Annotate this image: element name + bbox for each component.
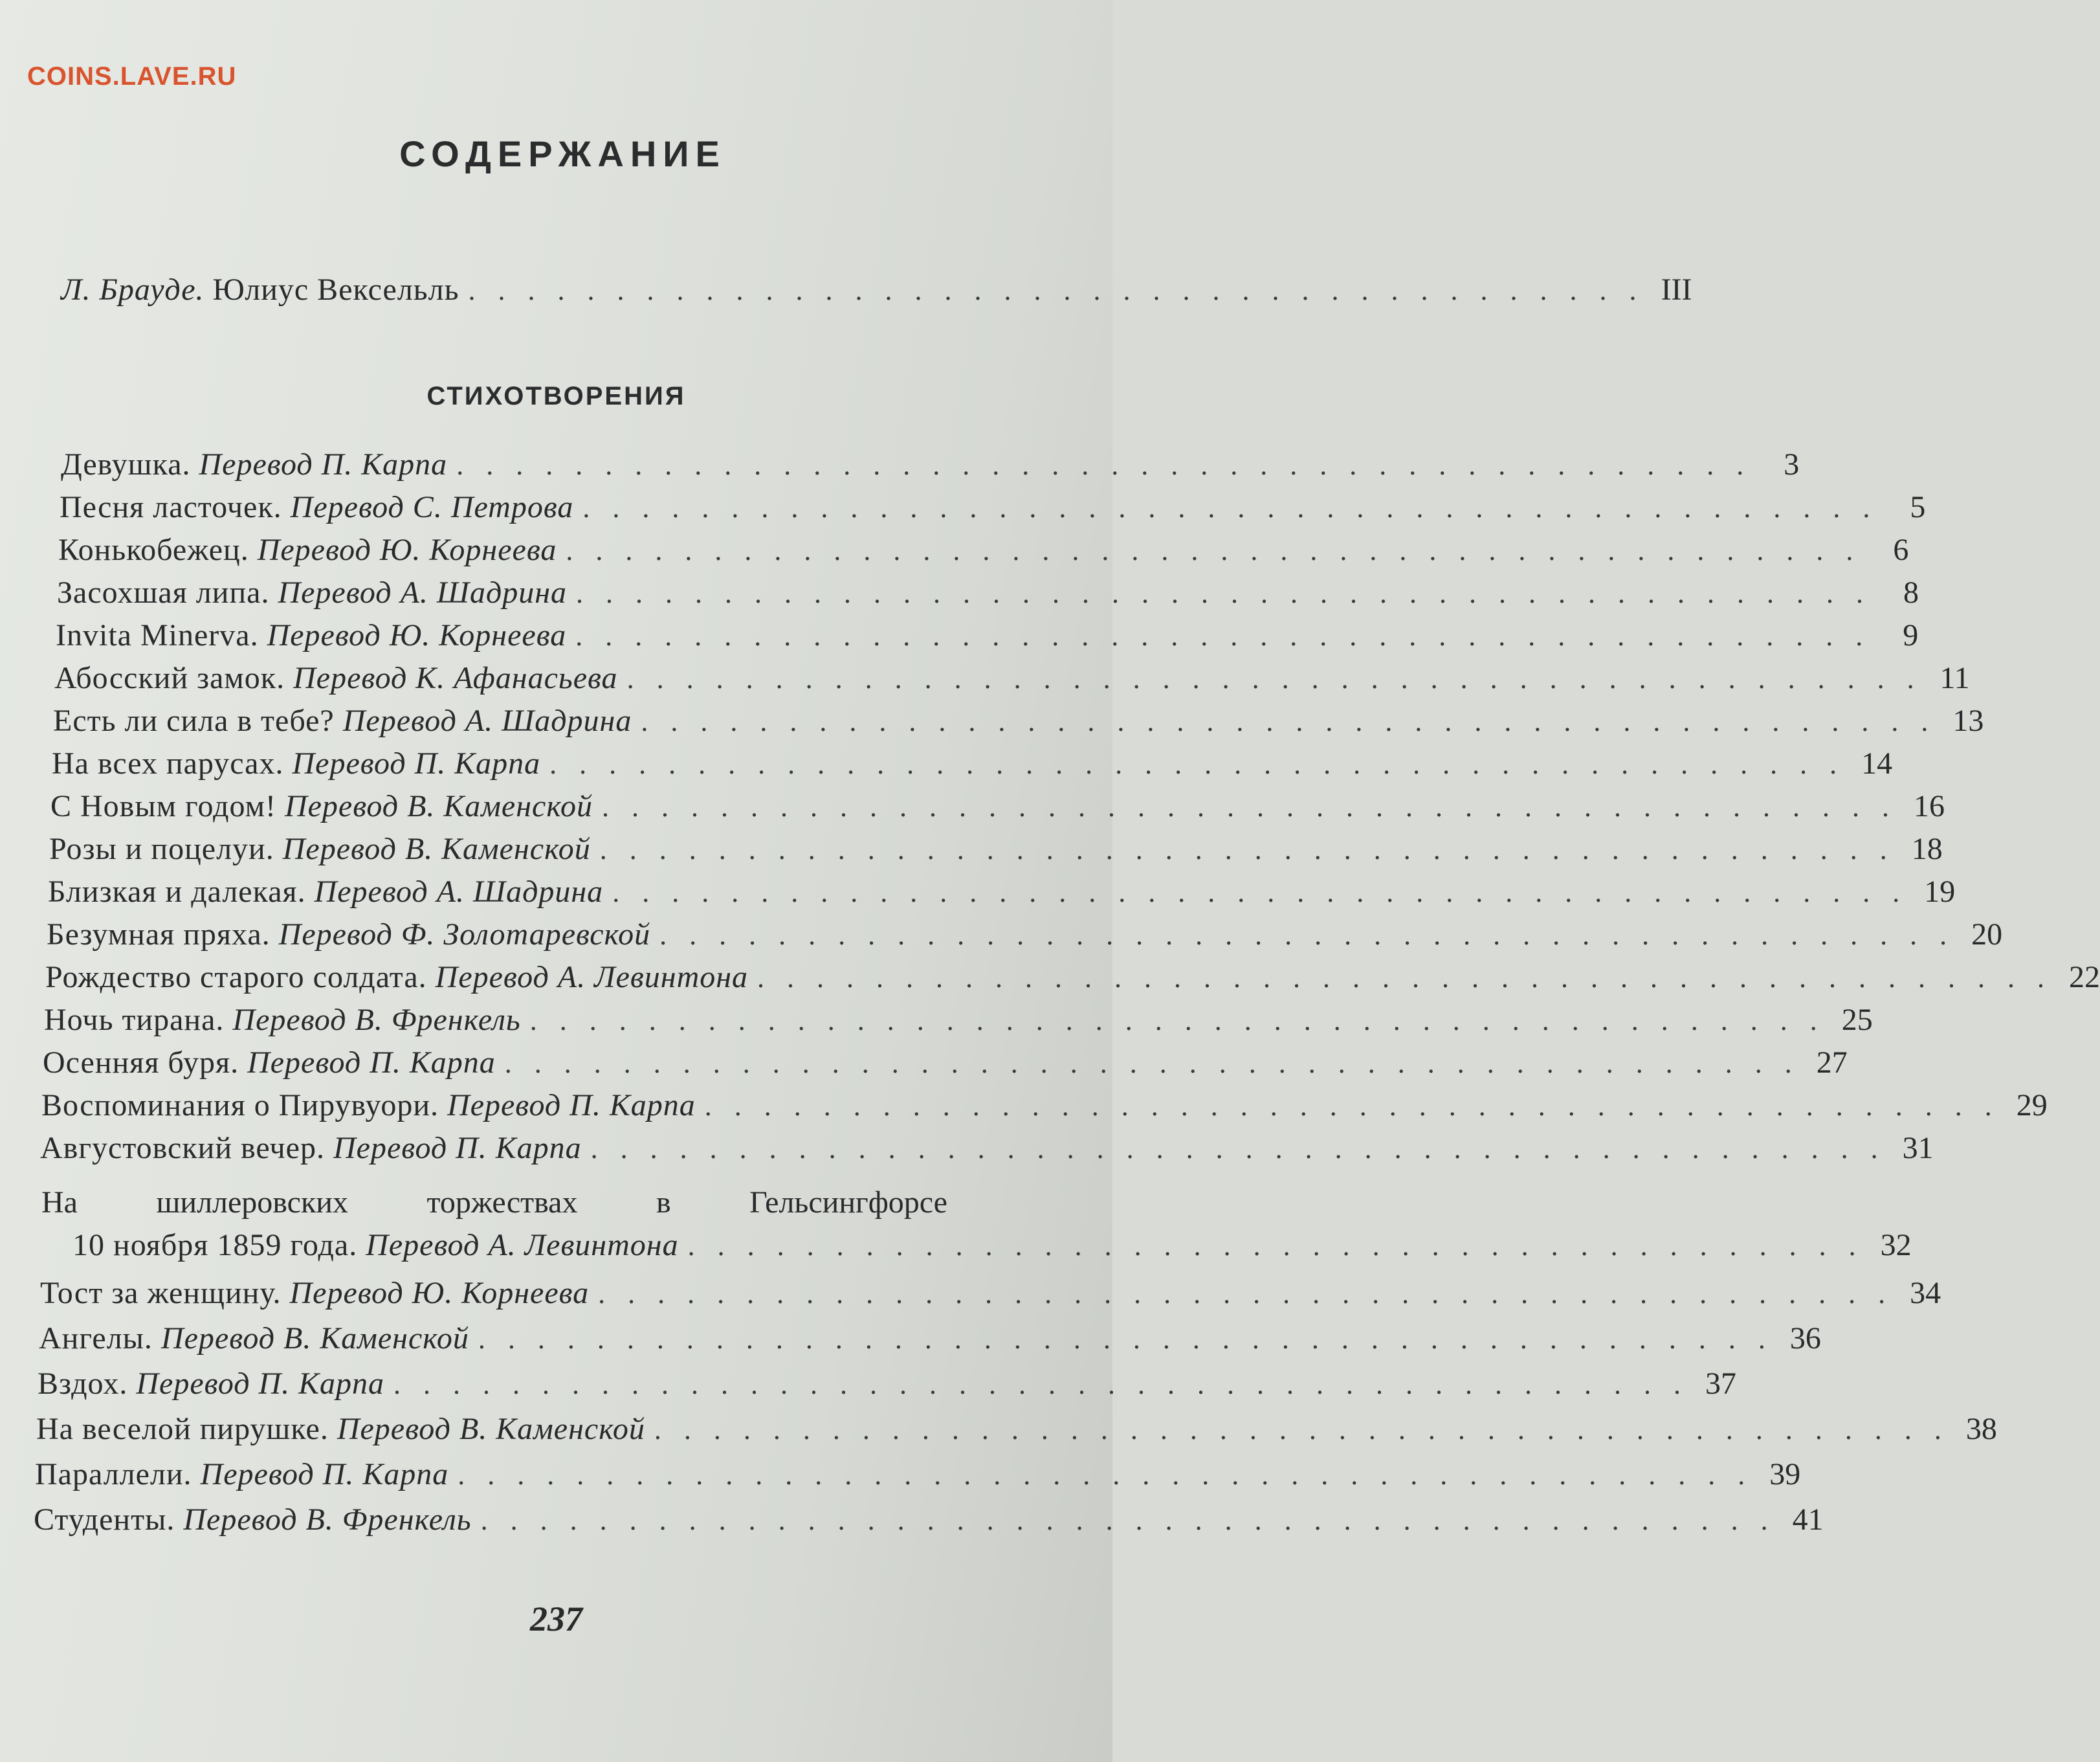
- toc-entry-title: Ангелы.: [39, 1321, 153, 1355]
- toc-entry-text: [45, 959, 748, 995]
- toc-entry-translator: Перевод Ю. Корнеева: [257, 533, 557, 567]
- toc-entry: [41, 1087, 2048, 1126]
- toc-entry-text: [50, 788, 593, 824]
- toc-entry-title: Осенняя буря.: [43, 1045, 239, 1080]
- toc-entry-page: 20: [1971, 917, 2003, 952]
- toc-entry-page: 5: [1910, 490, 1926, 524]
- leader-dots: . . . . . . . . . . . . . . . . . . . . . . . . . . . . . . . . . . . . . . . . . . . .: [598, 1278, 1894, 1310]
- leader-dots: . . . . . . . . . . . . . . . . . . . . . . . . . . . . . . . . . . . . . . . . . . . .: [393, 1368, 1689, 1400]
- toc-entry: [53, 703, 1984, 742]
- intro-page: III: [1661, 273, 1692, 307]
- toc-entry: [43, 1045, 1848, 1084]
- toc-entry-translator: Перевод П. Карпа: [200, 1457, 449, 1491]
- leader-dots: . . . . . . . . . . . . . . . . . . . . . . . . . . . . . . . . . . . . . . . . . . . .: [504, 1047, 1800, 1079]
- toc-entry-translator: Перевод А. Левинтона: [435, 960, 749, 994]
- toc-entry-title: Абосский замок.: [54, 661, 285, 695]
- toc-entry-title: Ночь тирана.: [44, 1003, 225, 1037]
- toc-entry-translator: Перевод В. Френкель: [183, 1502, 472, 1537]
- leader-dots: . . . . . . . . . . . . . . . . . . . . . . . . . . . . . . . . . . . . . . . . . . . .: [626, 663, 1922, 695]
- toc-entry-page: 19: [1924, 875, 1956, 909]
- section-title: СТИХОТВОРЕНИЯ: [426, 382, 686, 410]
- leader-dots: . . . . . . . . . . . . . . . . . . . . . . . . . . . . . . . . . . . . . . . .: [687, 1230, 1864, 1262]
- leader-dots: . . . . . . . . . . . . . . . . . . . . . . . . . . . . . . . . . . . . . . . . . . . .: [659, 919, 1955, 951]
- watermark: COINS.LAVE.RU: [27, 62, 237, 91]
- toc-entry-text: [47, 917, 650, 952]
- long-entry-translator: Перевод А. Левинтона: [366, 1228, 679, 1262]
- leader-dots: . . . . . . . . . . . . . . . . . . . . . . . . . . . . . . . . . . . . . . . . . . . .: [549, 748, 1845, 780]
- toc-entry-text: [41, 1087, 696, 1123]
- toc-entry-title: Безумная пряха.: [47, 917, 271, 952]
- toc-entry-page: 29: [2016, 1088, 2048, 1122]
- toc-entry-page: 31: [1902, 1131, 1934, 1165]
- toc-entry-text: [39, 1321, 469, 1356]
- toc-entry-page: 6: [1893, 533, 1909, 567]
- toc-entry-page: 13: [1952, 704, 1984, 738]
- toc-entry: [54, 660, 1970, 699]
- long-entry-word: торжествах: [426, 1185, 578, 1220]
- long-entry-word: шиллеровских: [156, 1185, 348, 1220]
- toc-entry-text: [44, 1002, 521, 1038]
- long-entry-line2: [72, 1227, 1912, 1266]
- page-title: СОДЕРЖАНИЕ: [399, 133, 726, 174]
- toc-entry-page: 39: [1769, 1457, 1801, 1491]
- toc-entry-page: 3: [1784, 447, 1800, 482]
- toc-entry-title: Студенты.: [34, 1502, 175, 1537]
- toc-entry: [60, 489, 1926, 528]
- toc-entry-page: 34: [1910, 1276, 1941, 1310]
- toc-entry-page: 16: [1913, 789, 1945, 823]
- toc-entry-page: 14: [1861, 746, 1893, 781]
- toc-entry-page: 38: [1965, 1412, 1997, 1446]
- toc-entry-page: 25: [1841, 1003, 1873, 1037]
- toc-entry: [45, 959, 2100, 998]
- toc-entry: [50, 788, 1945, 827]
- toc-entry-translator: Перевод П. Карпа: [292, 746, 541, 781]
- intro-author: Л. Брауде.: [61, 273, 204, 307]
- leader-dots: . . . . . . . . . . . . . . . . . . . . . . . . . . . . . . . . . . . . . . . . . . . .: [612, 876, 1908, 908]
- toc-entry-title: Розы и поцелуи.: [49, 832, 274, 866]
- toc-entry-translator: Перевод Ю. Корнеева: [289, 1276, 590, 1310]
- toc-entry-text: [43, 1045, 496, 1080]
- toc-entry-title: Рождество старого солдата.: [45, 960, 427, 994]
- toc-entry-title: С Новым годом!: [50, 789, 276, 823]
- toc-entry-text: [38, 1366, 384, 1401]
- toc-entry-translator: Перевод П. Карпа: [447, 1088, 696, 1122]
- toc-entry: [58, 532, 1909, 571]
- toc-entry-translator: Перевод А. Шадрина: [278, 575, 568, 610]
- toc-entry: [61, 447, 1800, 485]
- toc-entry: [44, 1002, 1873, 1041]
- toc-entry-page: 18: [1911, 832, 1943, 866]
- toc-entry-title: Песня ласточек.: [60, 490, 282, 524]
- toc-entry-title: На всех парусах.: [52, 746, 284, 781]
- toc-entry: [40, 1130, 1934, 1169]
- leader-dots: . . . . . . . . . . . . . . . . . . . . . . . . . . . . . . . . . . . . . . . . . . . .: [757, 962, 2053, 994]
- toc-entry-translator: Перевод Ф. Золотаревской: [278, 917, 651, 952]
- leader-dots: . . . . . . . . . . . . . . . . . . . . . . . . . . . . . . . . . . . . . . . . . . . .: [654, 1414, 1949, 1445]
- toc-entry-text: [61, 447, 447, 482]
- long-entry-page: 32: [1880, 1228, 1912, 1262]
- leader-dots: . . . . . . . . . . . . . . . . . . . . . . . . . . . . . . . . . . . . . . . . . . . .: [575, 620, 1871, 652]
- toc-entry: [36, 1411, 1997, 1450]
- long-entry-word: Гельсингфорсе: [749, 1185, 947, 1220]
- intro-entry: [61, 272, 1692, 311]
- toc-entry-page: 22: [2069, 960, 2100, 994]
- leader-dots: . . . . . . . . . . . . . . . . . . . . . . . . . . . . . . . . . . . . . . . . . . . .: [601, 791, 1897, 823]
- toc-entry-text: [53, 703, 632, 739]
- long-entry-word: в: [656, 1185, 671, 1220]
- toc-entry-translator: Перевод П. Карпа: [333, 1131, 582, 1165]
- toc-entry-title: На веселой пирушке.: [36, 1412, 329, 1446]
- toc-entry-translator: Перевод П. Карпа: [199, 447, 448, 482]
- toc-entry-page: 36: [1789, 1321, 1821, 1355]
- leader-dots: . . . . . . . . . . . . . . . . . . . . . . . . . . . . . . . . . . . . . . . . . . . .: [566, 535, 1861, 566]
- toc-entry-text: [40, 1275, 589, 1311]
- long-entry-line1: [41, 1185, 947, 1223]
- toc-entry-translator: Перевод В. Каменской: [160, 1321, 469, 1355]
- toc-entry: [47, 917, 2003, 955]
- toc-entry-translator: Перевод В. Каменской: [337, 1412, 645, 1446]
- leader-dots: . . . . . . . . . . . . . . . . . . . . . . . . . . . . . . . . . . . . . . . . . . . .: [478, 1323, 1773, 1355]
- toc-entry-text: [60, 489, 573, 525]
- long-entry-word: На: [41, 1185, 78, 1220]
- toc-entry-text: [52, 746, 540, 781]
- toc-entry-title: Invita Minerva.: [56, 618, 259, 652]
- toc-entry-title: Конькобежец.: [58, 533, 249, 567]
- leader-dots: . . . . . . . . . . . . . . . . . . . . . . . . . . . . . . . . . . . . . . . . . . . .: [599, 834, 1895, 865]
- toc-entry: [35, 1456, 1801, 1495]
- toc-entry-translator: Перевод А. Шадрина: [342, 704, 632, 738]
- toc-entry-translator: Перевод К. Афанасьева: [293, 661, 618, 695]
- page-number: 237: [530, 1600, 582, 1638]
- toc-entry-translator: Перевод С. Петрова: [290, 490, 574, 524]
- toc-entry-text: [57, 575, 567, 610]
- intro-title: Юлиус Вексельль: [212, 273, 459, 307]
- toc-entry-text: [48, 874, 603, 909]
- leader-dots: . . . . . . . . . . . . . . . . . . . . . . . . . . . . . . . . . . . . . . . . . . . .: [480, 1504, 1776, 1536]
- intro-entry-text: [61, 272, 459, 307]
- toc-entry-translator: Перевод В. Каменской: [282, 832, 591, 866]
- long-entry-text: [72, 1227, 679, 1263]
- toc-entry-page: 37: [1705, 1366, 1737, 1401]
- leader-dots: . . . . . . . . . . . . . . . . . . . . . . . . . . . . . . . . . . . . . . . . . . . .: [456, 449, 1752, 481]
- toc-entry: [39, 1321, 1821, 1359]
- leader-dots: . . . . . . . . . . . . . . . . . . . . . . . . . . . . . . . . . . . . . . . . . . . .: [641, 706, 1936, 737]
- leader-dots: . . . . . . . . . . . . . . . . . . . . . . . . . . . . . . . . . . . . . . . . . . . .: [582, 492, 1878, 524]
- toc-entry-text: [40, 1130, 582, 1166]
- leader-dots: . . . . . . . . . . . . . . . . . . . . . . . . . . . . . . . . . . . . . . . . . . . .: [590, 1133, 1886, 1165]
- toc-entry-text: [35, 1456, 448, 1492]
- toc-entry-page: 11: [1940, 661, 1970, 695]
- leader-dots: . . . . . . . . . . . . . . . . . . . . . . . . . . . . . . . . . . . . . . . . . . . .: [458, 1459, 1753, 1491]
- toc-entry-title: Есть ли сила в тебе?: [53, 704, 335, 738]
- toc-entry-title: Августовский вечер.: [40, 1131, 325, 1165]
- toc-entry-title: Близкая и далекая.: [48, 875, 306, 909]
- toc-entry-title: Вздох.: [38, 1366, 128, 1401]
- toc-entry-translator: Перевод В. Френкель: [232, 1003, 521, 1037]
- toc-entry-title: Тост за женщину.: [40, 1276, 282, 1310]
- toc-entry-text: [58, 532, 557, 568]
- toc-entry: [56, 618, 1919, 656]
- toc-entry-text: [49, 831, 591, 867]
- toc-entry-text: [56, 618, 566, 653]
- toc-entry-text: [36, 1411, 645, 1447]
- leader-dots: . . . . . . . . . . . . . . . . . . . . . . . . . . . . . . . . . . . . . . . . . . . .: [576, 577, 1872, 609]
- toc-entry-page: 27: [1816, 1045, 1848, 1080]
- toc-entry: [52, 746, 1893, 785]
- leader-dots: . . . . . . . . . . . . . . . . . . . . . . . . . . . . . . . . . . . . . . . . . . . .: [704, 1090, 2000, 1122]
- toc-entry-translator: Перевод П. Карпа: [247, 1045, 496, 1080]
- toc-entry-page: 41: [1792, 1502, 1824, 1537]
- toc-entry-title: Засохшая липа.: [57, 575, 270, 610]
- long-entry-title: 10 ноября 1859 года.: [72, 1228, 358, 1262]
- toc-entry-translator: Перевод А. Шадрина: [314, 875, 604, 909]
- leader-dots: . . . . . . . . . . . . . . . . . . . . . . . . . . . . . . . . . . . . . . . . . . . .: [529, 1005, 1825, 1036]
- toc-entry-translator: Перевод Ю. Корнеева: [267, 618, 567, 652]
- toc-entry-page: 8: [1903, 575, 1919, 610]
- toc-entry: [34, 1502, 1824, 1541]
- toc-entry-translator: Перевод В. Каменской: [284, 789, 593, 823]
- toc-entry-title: Параллели.: [35, 1457, 192, 1491]
- toc-entry: [57, 575, 1919, 614]
- leader-dots: . . . . . . . . . . . . . . . . . . . . . . . . . . . . . . . . . . . . . . . .: [468, 274, 1644, 306]
- toc-entry-text: [54, 660, 618, 696]
- toc-entry: [48, 874, 1956, 913]
- toc-entry-title: Девушка.: [61, 447, 191, 482]
- toc-entry-text: [34, 1502, 472, 1537]
- toc-entry-page: 9: [1903, 618, 1919, 652]
- toc-entry: [49, 831, 1943, 870]
- toc-entry-title: Воспоминания о Пирувуори.: [41, 1088, 439, 1122]
- toc-entry: [40, 1275, 1941, 1314]
- toc-entry-translator: Перевод П. Карпа: [136, 1366, 385, 1401]
- toc-entry: [38, 1366, 1737, 1405]
